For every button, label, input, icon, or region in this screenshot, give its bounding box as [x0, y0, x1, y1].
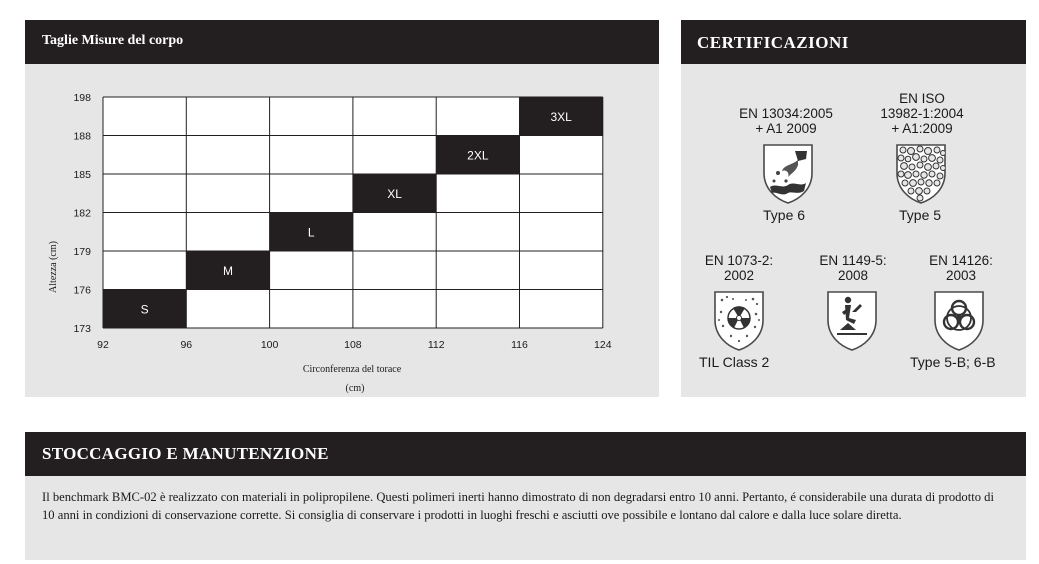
cert-standard-5: EN 14126: 2003 — [929, 253, 993, 283]
liquid-splash-icon — [762, 143, 814, 205]
cert-type-3: TIL Class 2 — [699, 354, 770, 370]
y-axis-label: Altezza (cm) — [48, 241, 59, 293]
size-cell-label: XL — [387, 186, 402, 201]
size-cell-label: 3XL — [550, 109, 572, 124]
cert-standard-2: EN ISO 13982-1:2004 + A1:2009 — [880, 91, 964, 136]
storage-header — [25, 432, 1026, 476]
size-cell-label: S — [140, 302, 149, 317]
cert-type-1: Type 6 — [763, 207, 806, 223]
size-chart — [25, 20, 659, 397]
y-tick-label: 182 — [73, 207, 91, 220]
x-tick-label: 116 — [511, 339, 528, 351]
solid-particles-icon — [895, 143, 947, 205]
storage-body-text: Il benchmark BMC-02 è realizzato con materiali in polipropilene. Questi polimeri inerti hanno dimostrato di non degradarsi entro 10 anni. Pertanto, é considerabile una durata di prodotto di 10 anni in condizioni di conservazione corrette. Si consiglia di conservare i prodotti in luoghi freschi e asciutti ove possibile e lontano dal calore e dalla luce solare diretta. — [42, 490, 994, 522]
cert-type-2: Type 5 — [899, 207, 942, 223]
y-tick-label: 198 — [73, 92, 91, 104]
cert-standard-3: EN 1073-2: 2002 — [704, 253, 774, 283]
antistatic-icon — [826, 290, 878, 352]
storage-panel — [25, 432, 1026, 560]
storage-title: STOCCAGGIO E MANUTENZIONE — [42, 444, 329, 463]
size-chart-title: Taglie Misure del corpo — [42, 33, 184, 48]
certifications-header — [681, 20, 1026, 64]
size-cell-label: 2XL — [467, 148, 489, 163]
cert-standard-4: EN 1149-5: 2008 — [819, 253, 887, 283]
biohazard-icon — [933, 290, 985, 352]
size-cell-label: M — [222, 263, 233, 278]
x-tick-label: 100 — [260, 339, 279, 351]
y-tick-label: 179 — [73, 246, 91, 258]
size-chart-panel — [25, 20, 659, 397]
y-tick-label: 176 — [73, 284, 91, 297]
x-tick-label: 124 — [594, 339, 612, 351]
cert-standard-1: EN 13034:2005 + A1 2009 — [739, 106, 833, 136]
certifications-title: CERTIFICAZIONI — [697, 33, 849, 52]
x-axis-unit: (cm) — [345, 383, 365, 394]
x-tick-label: 92 — [97, 339, 109, 351]
x-tick-label: 108 — [344, 339, 362, 351]
cert-type-5: Type 5-B; 6-B — [910, 354, 996, 370]
x-tick-label: 112 — [427, 339, 445, 351]
certifications-panel — [681, 20, 1026, 397]
y-tick-label: 185 — [73, 169, 91, 181]
x-axis-label: Circonferenza del torace — [302, 364, 402, 375]
y-tick-label: 188 — [73, 130, 91, 143]
size-cell-label: L — [307, 225, 315, 240]
y-tick-label: 173 — [73, 323, 91, 335]
x-tick-label: 96 — [180, 339, 193, 351]
radioactive-particles-icon — [713, 290, 765, 352]
